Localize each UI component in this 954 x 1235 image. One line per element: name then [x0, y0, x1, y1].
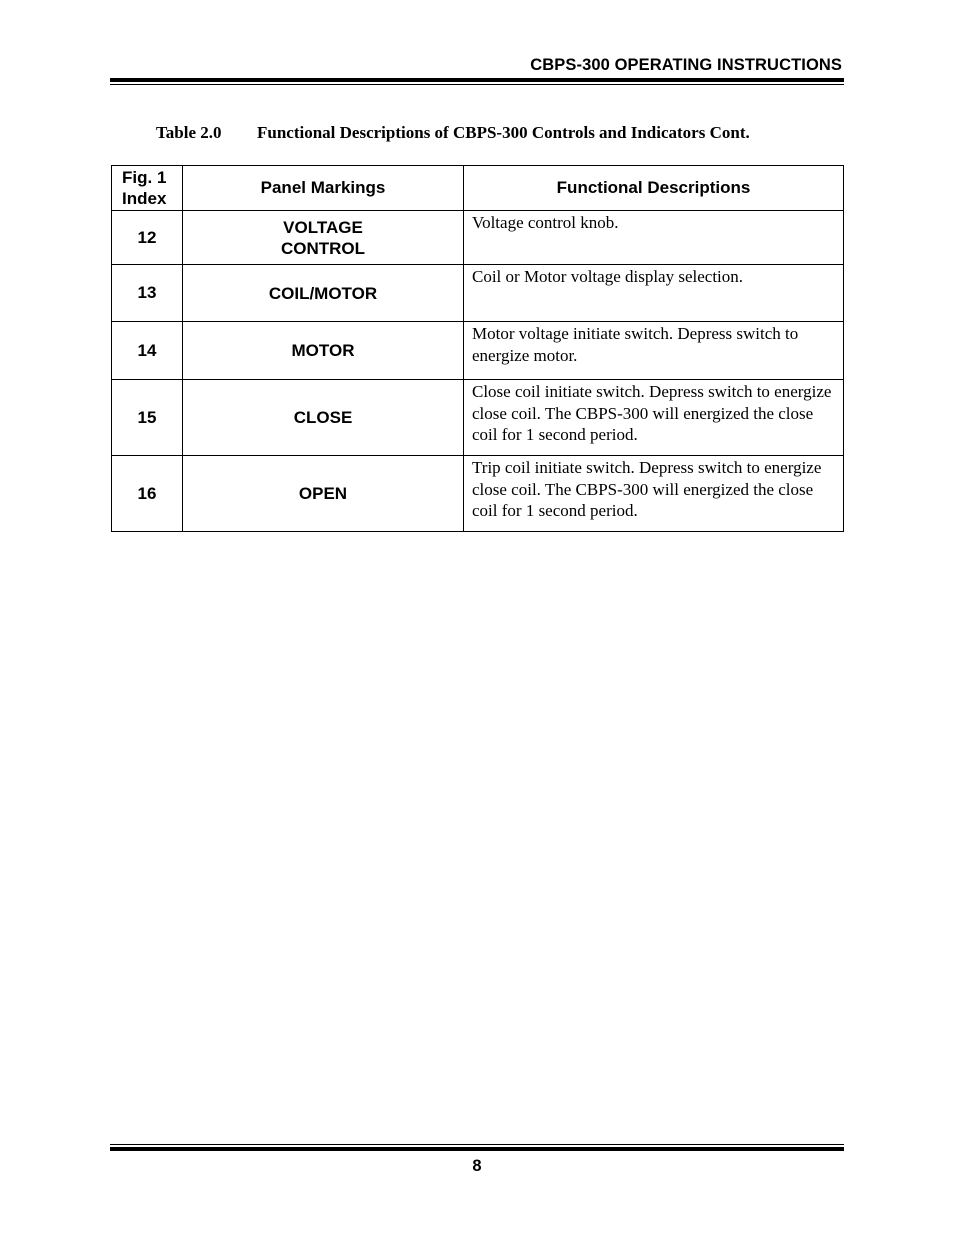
- row-panel-marking-line: MOTOR: [291, 341, 355, 360]
- row-description: Voltage control knob.: [464, 211, 844, 265]
- table-caption-text: Functional Descriptions of CBPS-300 Controls and Indicators Cont.: [257, 123, 750, 142]
- row-panel-marking: [183, 380, 464, 456]
- header-fig-index: [112, 166, 183, 211]
- row-index: 14: [112, 322, 183, 380]
- table-caption: [156, 123, 750, 143]
- row-panel-marking: [183, 265, 464, 322]
- table-row: [112, 322, 844, 380]
- row-description: Motor voltage initiate switch. Depress switch to energize motor.: [464, 322, 844, 380]
- row-description: Coil or Motor voltage display selection.: [464, 265, 844, 322]
- row-panel-marking: [183, 211, 464, 265]
- table-header-row: [112, 166, 844, 211]
- footer-rule-thin: [110, 1144, 844, 1145]
- table-row: [112, 265, 844, 322]
- row-panel-marking-line: CONTROL: [280, 238, 366, 258]
- row-index: 12: [112, 211, 183, 265]
- header-rule-thick: [110, 78, 844, 82]
- functional-descriptions-table: [111, 165, 844, 532]
- page-number: 8: [472, 1157, 482, 1175]
- row-description: Trip coil initiate switch. Depress switch to energize close coil. The CBPS-300 will energized the close coil for 1 second period.: [464, 456, 844, 532]
- row-index: 13: [112, 265, 183, 322]
- row-panel-marking-line: CLOSE: [293, 408, 353, 427]
- header-panel-markings: Panel Markings: [183, 166, 464, 211]
- row-panel-marking-line: COIL/MOTOR: [268, 283, 378, 303]
- header-rule-thin: [110, 84, 844, 85]
- row-description: Close coil initiate switch. Depress switch to energize close coil. The CBPS-300 will energized the close coil for 1 second period.: [464, 380, 844, 456]
- row-index: 16: [112, 456, 183, 532]
- header-fig-index-line1: Fig. 1: [122, 168, 167, 187]
- table-row: [112, 211, 844, 265]
- table-row: [112, 456, 844, 532]
- row-panel-marking-line: OPEN: [298, 484, 348, 503]
- row-panel-marking: [183, 456, 464, 532]
- header-fig-index-line2: Index: [122, 189, 167, 208]
- table-caption-number: Table 2.0: [156, 123, 222, 142]
- row-index: 15: [112, 380, 183, 456]
- header-functional-descriptions: Functional Descriptions: [464, 166, 844, 211]
- footer-rule-thick: [110, 1147, 844, 1151]
- table-row: [112, 380, 844, 456]
- row-panel-marking-line: VOLTAGE: [283, 217, 363, 237]
- document-header-title: CBPS-300 OPERATING INSTRUCTIONS: [530, 56, 842, 74]
- row-panel-marking: [183, 322, 464, 380]
